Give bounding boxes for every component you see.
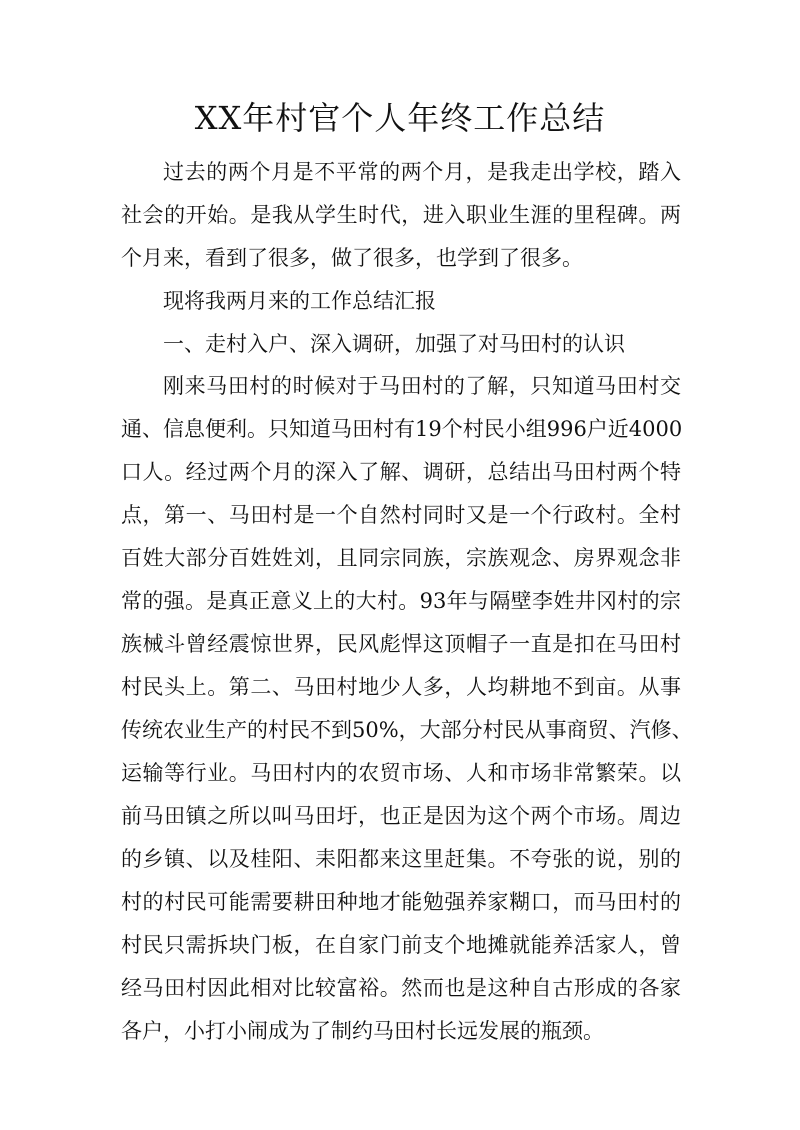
paragraph-3-line-2: 通、信息便利。只知道马田村有19个村民小组996户近4000 [121, 417, 683, 441]
document-title: XX年村官个人年终工作总结 [194, 99, 606, 137]
paragraph-3-line-14: 村民只需拆块门板，在自家门前支个地摊就能养活家人，曾 [121, 933, 681, 957]
paragraph-3-line-11: 前马田镇之所以叫马田圩，也正是因为这个两个市场。周边 [121, 804, 681, 828]
paragraph-3-line-5: 百姓大部分百姓姓刘，且同宗同族，宗族观念、房界观念非 [121, 546, 681, 570]
section-heading-1: 一、走村入户、深入调研，加强了对马田村的认识 [163, 332, 625, 356]
paragraph-3-line-16: 各户，小打小闹成为了制约马田村长远发展的瓶颈。 [121, 1019, 604, 1043]
paragraph-3-line-7: 族械斗曾经震惊世界，民风彪悍这顶帽子一直是扣在马田村 [121, 632, 681, 656]
paragraph-3-line-10: 运输等行业。马田村内的农贸市场、人和市场非常繁荣。以 [121, 761, 681, 785]
paragraph-3-line-4: 点，第一、马田村是一个自然村同时又是一个行政村。全村 [121, 503, 681, 527]
paragraph-1-line-1: 过去的两个月是不平常的两个月，是我走出学校，踏入 [163, 160, 681, 184]
paragraph-1-line-3: 个月来，看到了很多，做了很多，也学到了很多。 [121, 246, 583, 270]
paragraph-3-line-3: 口人。经过两个月的深入了解、调研，总结出马田村两个特 [121, 460, 681, 484]
paragraph-2-line-1: 现将我两月来的工作总结汇报 [163, 289, 436, 313]
paragraph-3-line-12: 的乡镇、以及桂阳、耒阳都来这里赶集。不夸张的说，别的 [121, 847, 681, 871]
paragraph-1-line-2: 社会的开始。是我从学生时代，进入职业生涯的里程碑。两 [121, 203, 681, 227]
paragraph-3-line-9: 传统农业生产的村民不到50%，大部分村民从事商贸、汽修、 [121, 718, 693, 742]
paragraph-3-line-8: 村民头上。第二、马田村地少人多，人均耕地不到亩。从事 [121, 675, 681, 699]
paragraph-3-line-6: 常的强。是真正意义上的大村。93年与隔壁李姓井冈村的宗 [121, 589, 681, 613]
paragraph-3-line-13: 村的村民可能需要耕田种地才能勉强养家糊口，而马田村的 [121, 890, 681, 914]
paragraph-3-line-1: 刚来马田村的时候对于马田村的了解，只知道马田村交 [163, 374, 681, 398]
paragraph-3-line-15: 经马田村因此相对比较富裕。然而也是这种自古形成的各家 [121, 976, 681, 1000]
